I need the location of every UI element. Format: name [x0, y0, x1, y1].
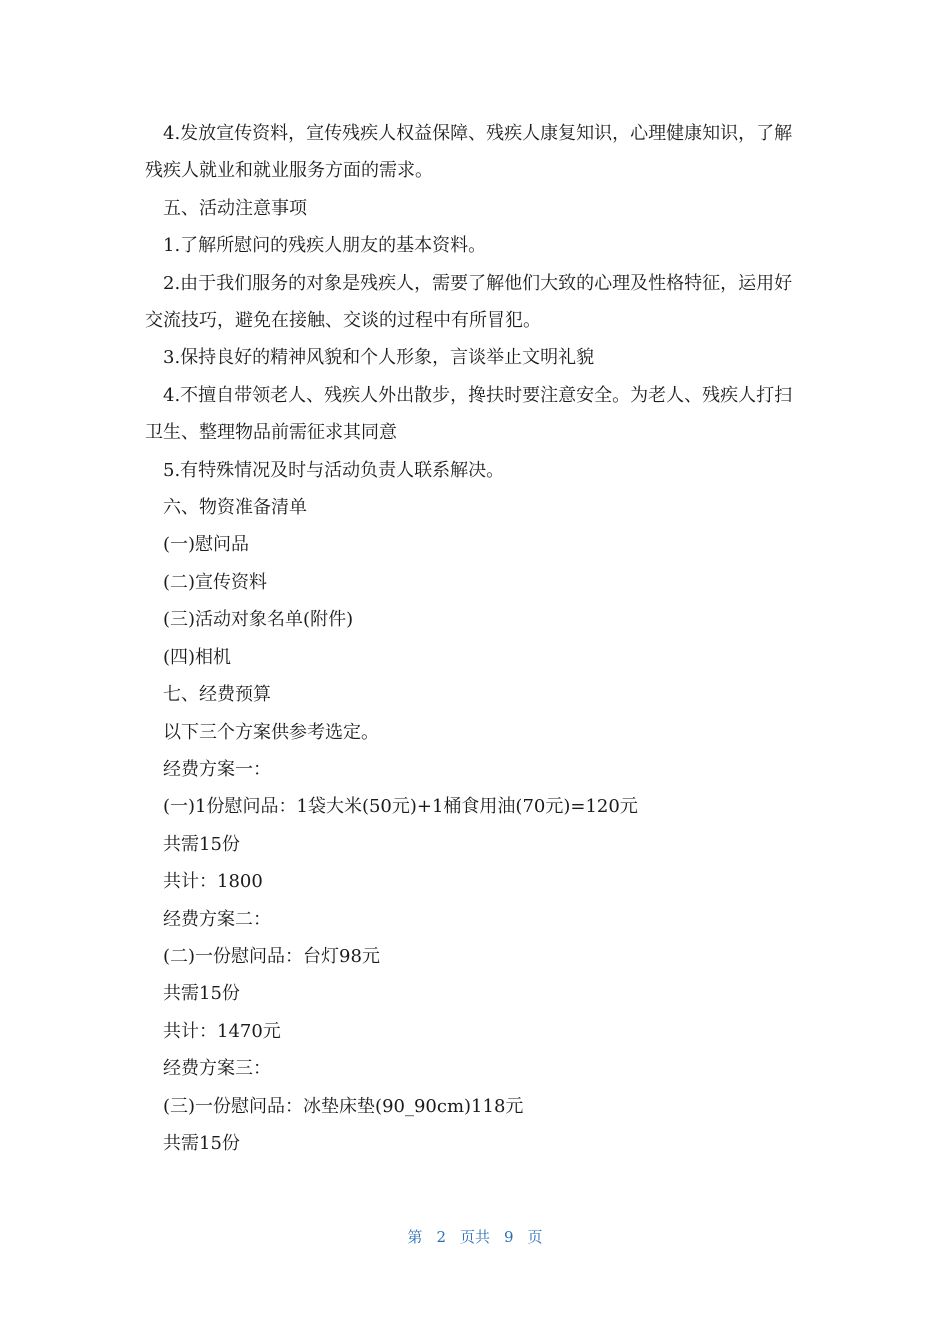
footer-middle: 页共: [459, 1228, 490, 1246]
paragraph: 共需15份: [163, 833, 240, 855]
current-page-number: 2: [436, 1228, 446, 1246]
list-item: (一)慰问品: [163, 534, 250, 556]
footer-prefix: 第: [407, 1228, 423, 1246]
list-item: (四)相机: [163, 646, 232, 668]
total-page-number: 9: [504, 1228, 514, 1246]
list-item: (二)宣传资料: [163, 571, 268, 593]
plan-heading: 经费方案三：: [163, 1058, 271, 1080]
section-heading: 七、经费预算: [163, 684, 271, 706]
paragraph: 2.由于我们服务的对象是残疾人，需要了解他们大致的心理及性格特征，运用好交流技巧，避免在接触、交谈的过程中有所冒犯。: [145, 272, 793, 332]
paragraph: (二)一份慰问品：台灯98元: [163, 945, 380, 967]
paragraph: (三)一份慰问品：冰垫床垫(90_90cm)118元: [163, 1095, 524, 1117]
paragraph: 以下三个方案供参考选定。: [163, 721, 379, 743]
paragraph: 共计：1470元: [163, 1020, 281, 1042]
plan-heading: 经费方案二：: [163, 908, 271, 930]
paragraph: (一)1份慰问品：1袋大米(50元)+1桶食用油(70元)=120元: [163, 796, 638, 818]
plan-heading: 经费方案一：: [163, 758, 271, 780]
paragraph: 3.保持良好的精神风貌和个人形象，言谈举止文明礼貌: [163, 347, 595, 369]
paragraph: 1.了解所慰问的残疾人朋友的基本资料。: [163, 235, 487, 257]
footer-suffix: 页: [527, 1228, 543, 1246]
section-heading: 五、活动注意事项: [163, 197, 307, 219]
paragraph: 共需15份: [163, 1132, 240, 1154]
document-body: [145, 115, 795, 1162]
list-item: (三)活动对象名单(附件): [163, 609, 354, 631]
paragraph: 5.有特殊情况及时与活动负责人联系解决。: [163, 459, 505, 481]
paragraph: 共计：1800: [163, 871, 263, 893]
paragraph: 4.不擅自带领老人、残疾人外出散步，搀扶时要注意安全。为老人、残疾人打扫卫生、整理物品前需征求其同意: [145, 384, 793, 444]
paragraph: 4.发放宣传资料，宣传残疾人权益保障、残疾人康复知识，心理健康知识，了解残疾人就业和就业服务方面的需求。: [145, 123, 793, 182]
page-footer: [0, 1226, 950, 1247]
paragraph: 共需15份: [163, 983, 240, 1005]
section-heading: 六、物资准备清单: [163, 497, 307, 519]
